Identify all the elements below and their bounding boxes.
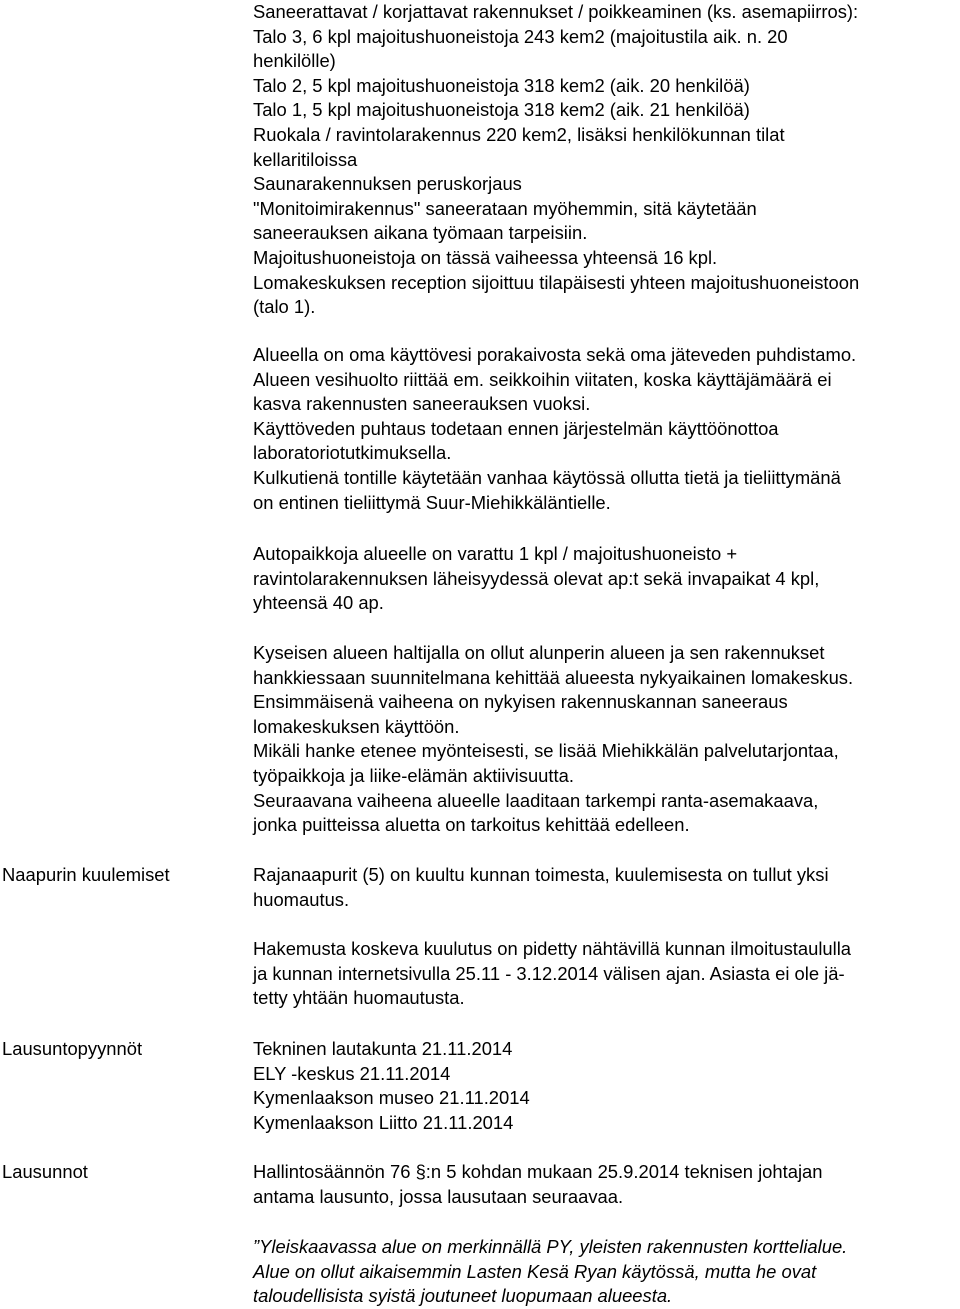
neighbours-paragraph (253, 863, 958, 912)
statement-requests-list (253, 1037, 958, 1135)
text-line: Talo 2, 5 kpl majoitushuoneistoja 318 kem2 (aik. 20 henkilöä) (253, 74, 750, 96)
text-line: henkilölle) (253, 50, 336, 72)
text-line: Kulkutienä tontille käytetään vanhaa käytössä ollutta tietä ja tieliittymänä (253, 466, 841, 488)
announcement-paragraph (253, 937, 958, 1011)
text-line: ”Yleiskaavassa alue on merkinnällä PY, yleisten rakennusten korttelialue. (253, 1236, 848, 1257)
parking-paragraph (253, 542, 958, 616)
list-item: Kymenlaakson Liitto 21.11.2014 (253, 1111, 514, 1133)
quoted-statement (253, 1235, 958, 1309)
list-item: ELY -keskus 21.11.2014 (253, 1062, 451, 1084)
text-line: Autopaikkoja alueelle on varattu 1 kpl / majoitushuoneisto + (253, 543, 738, 564)
text-line: Alueella on oma käyttövesi porakaivosta sekä oma jäteveden puhdistamo. (253, 344, 857, 365)
text-line: Mikäli hanke etenee myönteisesti, se lisää Miehikkälän palvelutarjontaa, (253, 740, 839, 762)
text-line: on entinen tieliittymä Suur-Miehikkäläntielle. (253, 491, 611, 513)
section-label-statements: Lausunnot (2, 1161, 88, 1182)
text-line: saneerauksen aikana työmaan tarpeisiin. (253, 222, 588, 244)
text-line: Saunarakennuksen peruskorjaus (253, 173, 522, 195)
text-line: Majoitushuoneistoja on tässä vaiheessa yhteensä 16 kpl. (253, 246, 718, 268)
text-line: ja kunnan internetsivulla 25.11 - 3.12.2014 välisen ajan. Asiasta ei ole jä- (253, 962, 845, 984)
text-line: Hallintosäännön 76 §:n 5 kohdan mukaan 25.9.2014 teknisen johtajan (253, 1161, 823, 1182)
text-line: Talo 3, 6 kpl majoitushuoneistoja 243 kem2 (majoitustila aik. n. 20 (253, 25, 788, 47)
statements-paragraph (253, 1160, 958, 1209)
text-line: Talo 1, 5 kpl majoitushuoneistoja 318 kem2 (aik. 21 henkilöä) (253, 99, 750, 121)
text-line: taloudellisista syistä joutuneet luopumaan alueesta. (253, 1285, 673, 1307)
text-line: hankkiessaan suunnitelmana kehittää alueesta nykyaikainen lomakeskus. (253, 666, 854, 688)
text-line: Hakemusta koskeva kuulutus on pidetty nähtävillä kunnan ilmoitustaululla (253, 938, 852, 959)
water-supply-paragraph (253, 343, 958, 515)
text-line: laboratoriotutkimuksella. (253, 442, 452, 464)
text-line: työpaikkoja ja liike-elämän aktiivisuutta. (253, 764, 574, 786)
text-line: Lomakeskuksen reception sijoittuu tilapäisesti yhteen majoitushuoneistoon (253, 271, 860, 293)
text-line: (talo 1). (253, 296, 316, 318)
text-line: kasva rakennusten saneerauksen vuoksi. (253, 393, 591, 415)
text-line: antama lausunto, jossa lausutaan seuraavaa. (253, 1185, 624, 1207)
text-line: Alueen vesihuolto riittää em. seikkoihin viitaten, koska käyttäjämäärä ei (253, 368, 832, 390)
text-line: Rajanaapurit (5) on kuultu kunnan toimesta, kuulemisesta on tullut yksi (253, 864, 829, 885)
text-line: jonka puitteissa aluetta on tarkoitus kehittää edelleen. (253, 814, 690, 836)
text-line: Alue on ollut aikaisemmin Lasten Kesä Ryan käytössä, mutta he ovat (253, 1260, 817, 1282)
text-line: Ensimmäisenä vaiheena on nykyisen rakennuskannan saneeraus (253, 691, 788, 713)
text-line: tetty yhtään huomautusta. (253, 987, 465, 1009)
text-line: Saneerattavat / korjattavat rakennukset / poikkeaminen (ks. asemapiirros): (253, 1, 859, 22)
text-line: Seuraavana vaiheena alueelle laaditaan tarkempi ranta-asemakaava, (253, 789, 819, 811)
text-line: Ruokala / ravintolarakennus 220 kem2, lisäksi henkilökunnan tilat (253, 123, 785, 145)
intro-paragraph (253, 0, 958, 320)
text-line: huomautus. (253, 888, 350, 910)
text-line: kellaritiloissa (253, 148, 358, 170)
list-item: Tekninen lautakunta 21.11.2014 (253, 1038, 513, 1059)
text-line: yhteensä 40 ap. (253, 592, 384, 614)
text-line: ravintolarakennuksen läheisyydessä olevat ap:t sekä invapaikat 4 kpl, (253, 567, 820, 589)
text-line: "Monitoimirakennus" saneerataan myöhemmin, sitä käytetään (253, 197, 757, 219)
text-line: Käyttöveden puhtaus todetaan ennen järjestelmän käyttöönottoa (253, 417, 779, 439)
list-item: Kymenlaakson museo 21.11.2014 (253, 1087, 530, 1109)
section-label-statement-requests: Lausuntopyynnöt (2, 1038, 143, 1059)
development-plan-paragraph (253, 641, 958, 838)
section-label-neighbours: Naapurin kuulemiset (2, 864, 170, 885)
text-line: Kyseisen alueen haltijalla on ollut alunperin alueen ja sen rakennukset (253, 642, 825, 663)
text-line: lomakeskuksen käyttöön. (253, 715, 460, 737)
